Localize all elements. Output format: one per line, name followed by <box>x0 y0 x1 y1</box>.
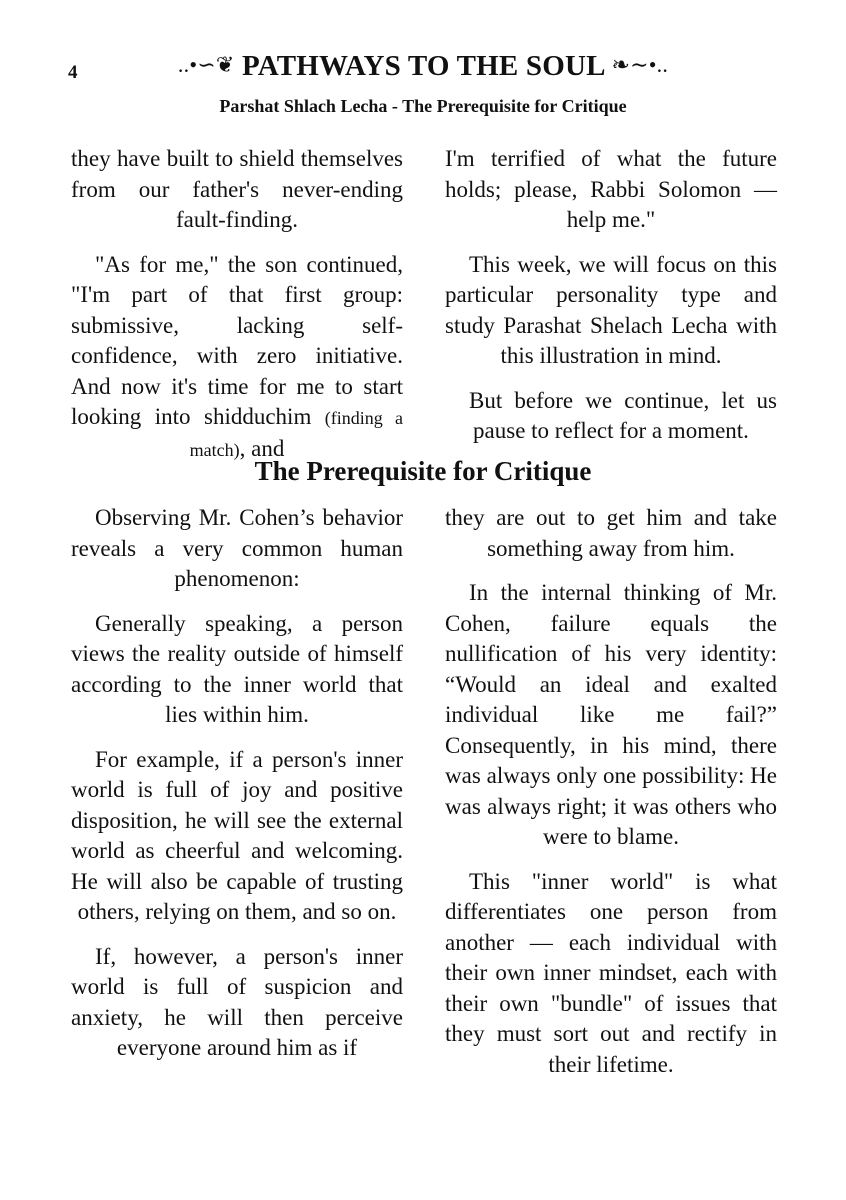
page-number: 4 <box>68 62 78 83</box>
top-right-column <box>445 144 777 461</box>
running-header <box>0 50 846 83</box>
chapter-subtitle: Parshat Shlach Lecha - The Prerequisite for Critique <box>219 96 627 116</box>
paragraph: If, however, a person's inner world is full of suspicion and anxiety, he will then perceive everyone around him as if <box>71 943 403 1060</box>
paragraph: This week, we will focus on this particular personality type and study Parashat Shelach Lecha with this illustration in mind. <box>445 251 777 368</box>
paragraph: For example, if a person's inner world is full of joy and positive disposition, he will see the external world as cheerful and welcoming. He will also be capable of trusting others, relying on them, and so on. <box>71 746 403 924</box>
paragraph: Observing Mr. Cohen’s behavior reveals a very common human phenomenon: <box>71 505 403 591</box>
paragraph: I'm terrified of what the future holds; please, Rabbi Solomon — help me." <box>445 146 777 232</box>
paragraph: they are out to get him and take something away from him. <box>445 505 777 561</box>
paragraph: Generally speaking, a person views the reality outside of himself according to the inner world that lies within him. <box>71 610 403 727</box>
top-left-column <box>71 144 403 479</box>
paragraph: they have built to shield themselves from our father's never-ending fault-finding. <box>71 146 403 232</box>
paragraph-text: , and <box>239 435 285 461</box>
paragraph: But before we continue, let us pause to reflect for a moment. <box>469 387 777 443</box>
paragraph: In the internal thinking of Mr. Cohen, failure equals the nullification of his very identity: “Would an ideal and exalted individual like me fail?” Consequently, in his mind, there was always only one possibility: He was always right; it was others who were to blame. <box>445 580 777 849</box>
bottom-right-column <box>445 503 777 1094</box>
section-heading: The Prerequisite for Critique <box>254 456 592 486</box>
paragraph <box>71 250 403 466</box>
book-title: PATHWAYS TO THE SOUL <box>241 50 605 82</box>
paragraph-text: "As for me," the son continued, "I'm part of that first group: submissive, lacking self-confidence, with zero initiative. And now it's time for me to start looking into shidduchim <box>71 251 403 429</box>
parenthetical-note: (finding a match) <box>189 408 403 460</box>
paragraph: This "inner world" is what differentiates one person from another — each individual with their own inner mindset, each with their own "bundle" of issues that they must sort out and rectify in their lifetime. <box>445 868 777 1077</box>
ornament-left-icon: ..•∽❦ <box>177 52 235 77</box>
ornament-right-icon: ❧∼•.. <box>611 52 669 77</box>
bottom-left-column <box>71 503 403 1078</box>
